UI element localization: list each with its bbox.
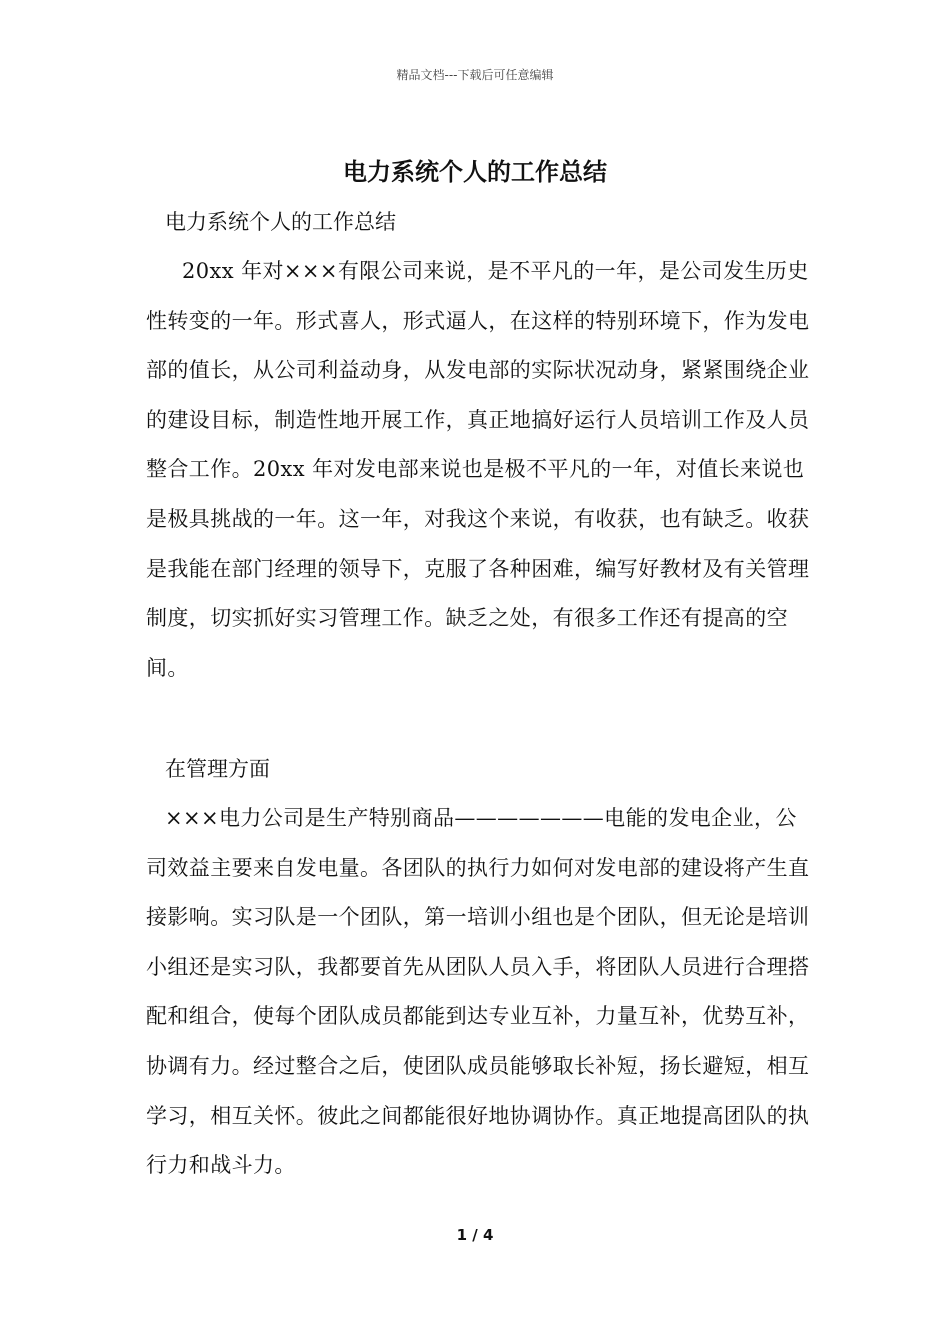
document-subtitle: 电力系统个人的工作总结: [165, 210, 396, 234]
paragraph-intro-text: 20xx 年对×××有限公司来说，是不平凡的一年，是公司发生历史性转变的一年。形式喜人，形式逼人，在这样的特别环境下，作为发电部的值长，从公司利益动身，从发电部的实际状况动身，紧紧围绕企业的建设目标，制造性地开展工作，真正地搞好运行人员培训工作及人员整合工作。20xx 年对发电部来说也是极不平凡的一年，对值长来说也是极具挑战的一年。这一年，对我这个来说，有收获，也有缺乏。收获是我能在部门经理的领导下，克服了各种困难，编写好教材及有关管理制度，切实抓好实习管理工作。缺乏之处，有很多工作还有提高的空间。: [146, 259, 810, 680]
header-note: 精品文档---下载后可任意编辑: [396, 68, 554, 82]
paragraph-intro: [146, 247, 814, 693]
paragraph-management: [146, 794, 814, 1191]
paragraph-management-text: ×××电力公司是生产特别商品———————电能的发电企业，公司效益主要来自发电量。各团队的执行力如何对发电部的建设将产生直接影响。实习队是一个团队，第一培训小组也是个团队，但无论是培训小组还是实习队，我都要首先从团队人员入手，将团队人员进行合理搭配和组合，使每个团队成员都能到达专业互补，力量互补，优势互补，协调有力。经过整合之后，使团队成员能够取长补短，扬长避短，相互学习，相互关怀。彼此之间都能很好地协调协作。真正地提高团队的执行力和战斗力。: [146, 806, 810, 1178]
section-heading-management: 在管理方面: [165, 757, 270, 781]
page-number: 1 / 4: [456, 1226, 494, 1244]
document-title: 电力系统个人的工作总结: [343, 157, 607, 186]
